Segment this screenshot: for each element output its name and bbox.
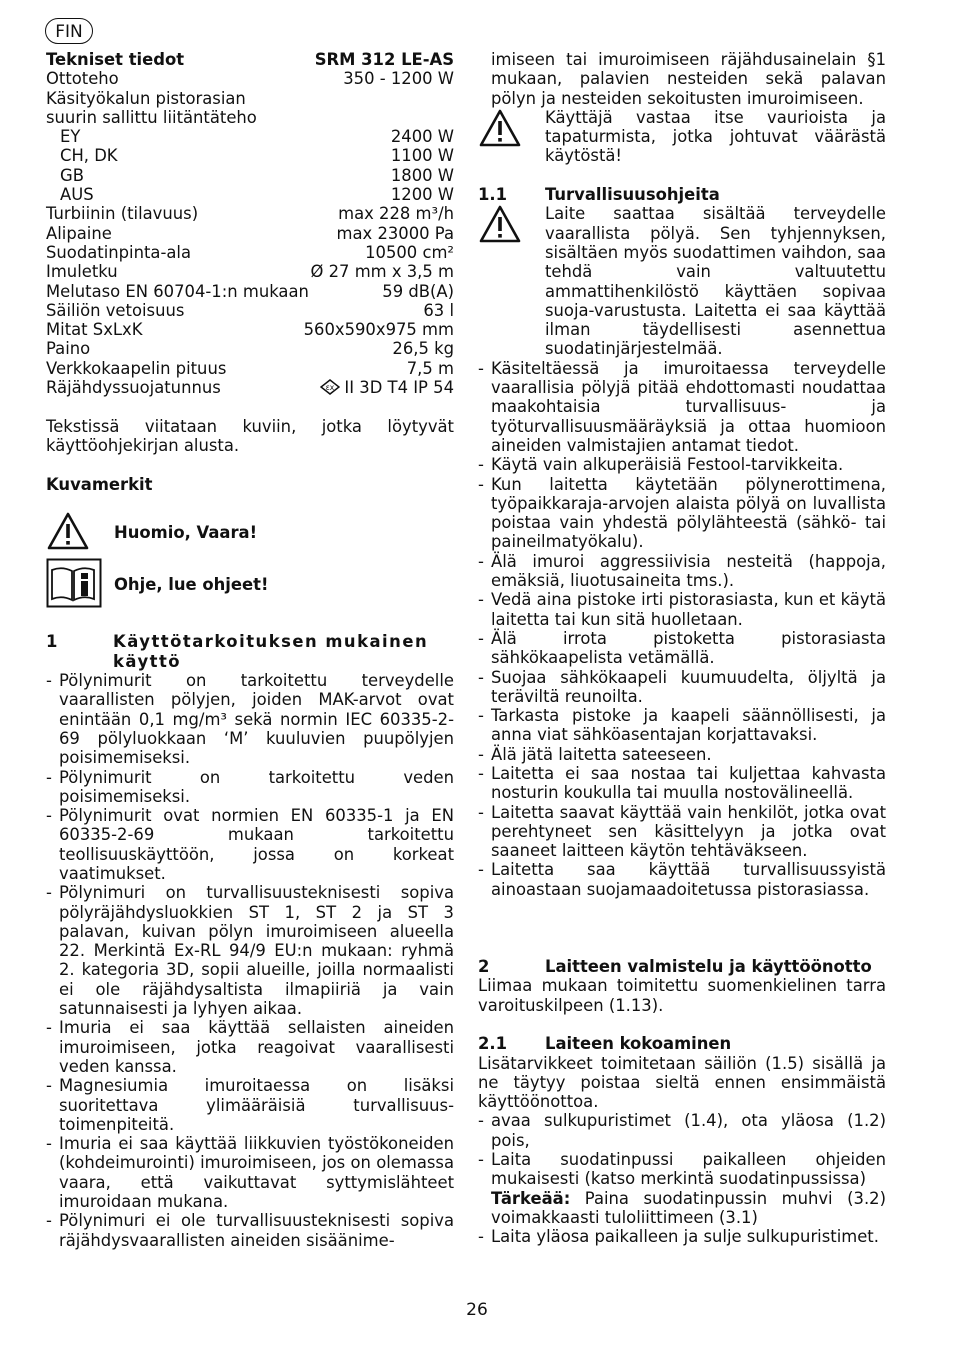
section2-text: Liimaa mukaan toimitettu suomenkielinen tarra varoituskilpeen (1.13). bbox=[478, 976, 886, 1015]
specs-title: Tekniset tiedot bbox=[46, 50, 185, 69]
left-column bbox=[46, 50, 454, 1250]
list-item-text: Laitetta saa käyttää turvallisuussyistä ainoastaan suojamaadoitetussa pistorasiassa. bbox=[491, 860, 886, 899]
spec-label: CH, DK bbox=[60, 146, 118, 166]
section1-item-continued: imiseen tai imuroimiseen räjähdusainelain §1 mukaan, palavien nesteiden sekä palavan pölyn ja nesteiden sekoitusten imuroimiseen. bbox=[491, 50, 886, 108]
list-item-text: Laitetta ei saa nostaa tai kuljettaa kahvasta nosturin koukulla tai muulla nostovälineellä. bbox=[491, 763, 886, 803]
section1-heading bbox=[46, 632, 454, 671]
list-item-text: Vedä aina pistoke irti pistorasiasta, kun et käytä laitetta tai kun sitä huolletaan. bbox=[491, 590, 886, 629]
spec-row bbox=[46, 359, 454, 378]
spec-row bbox=[46, 339, 454, 358]
spec-label: suurin sallittu liitäntäteho bbox=[46, 107, 257, 127]
spec-row bbox=[46, 243, 454, 262]
list-item: - Pölynimurit ovat normien EN 60335-1 ja EN 60335-2-69 mukaan tarkoitettu teollisuuskäyttöön, jossa on korkeat vaatimukset. bbox=[46, 806, 454, 883]
list-item: - Laita yläosa paikalleen ja sulje sulkupuristimet. bbox=[478, 1227, 886, 1246]
spec-label: GB bbox=[60, 165, 84, 185]
list-item: - Imuria ei saa käyttää sellaisten aineiden imuroimiseen, jotka reagoivat vaarallisesti veden kanssa. bbox=[46, 1018, 454, 1076]
list-item-text: Pölynimurit on tarkoitettu veden poisimemiseksi. bbox=[59, 767, 454, 806]
spec-row bbox=[46, 89, 454, 108]
language-badge: FIN bbox=[45, 18, 93, 44]
section2-number: 2 bbox=[478, 957, 490, 977]
section1-warning bbox=[478, 108, 886, 166]
section1-title: Käyttötarkoituksen mukainen käyttö bbox=[113, 632, 429, 671]
spec-label: Säiliön vetoisuus bbox=[46, 300, 185, 320]
list-item-text: Laitetta saavat käyttää vain henkilöt, jotka ovat perehtyneet sen käsittelyyn ja jotka ovat saaneet laitteen käytön tehtäväkseen. bbox=[491, 802, 886, 861]
list-item-text: Pölynimurit ovat normien EN 60335-1 ja EN 60335-2-69 mukaan tarkoitettu teollisuuskäyttöön, jossa on korkeat vaatimukset. bbox=[59, 806, 454, 883]
spec-value: max 228 m³/h bbox=[338, 204, 454, 224]
warning-triangle-icon bbox=[478, 108, 545, 166]
spec-value: 26,5 kg bbox=[392, 339, 454, 359]
spec-label: AUS bbox=[60, 185, 94, 205]
list-item-text: Älä jätä laitetta sateeseen. bbox=[491, 744, 712, 764]
section21-number: 2.1 bbox=[478, 1034, 508, 1054]
spec-row bbox=[46, 378, 454, 397]
spec-row bbox=[46, 224, 454, 243]
list-item-text: Kun laitetta käytetään pölynerottimena, työpaikkaraja-arvojen alaista pölyä on luvallista poistaa vain yhdestä pölylähteestä (sähkö- tai paineilmatyökalu). bbox=[491, 474, 886, 552]
section1-list bbox=[46, 671, 454, 1250]
list-item-text: Laita suodatinpussi paikalleen ohjeiden mukaisesti (katso merkintä suodatinpussissa) bbox=[491, 1150, 886, 1189]
symbol-manual-row bbox=[46, 557, 454, 613]
svg-text:εx: εx bbox=[326, 383, 335, 393]
list-item-text: Älä irrota pistoketta pistorasiasta sähkökaapelista vetämällä. bbox=[491, 628, 886, 668]
specs-table bbox=[46, 69, 454, 397]
spec-label: Paino bbox=[46, 339, 91, 359]
spec-label: Melutaso EN 60704-1:n mukaan bbox=[46, 281, 309, 301]
spec-value: 10500 cm² bbox=[365, 242, 454, 262]
spec-value: Ø 27 mm x 3,5 m bbox=[310, 262, 454, 282]
section11-number: 1.1 bbox=[478, 185, 508, 205]
symbol-warning-label: Huomio, Vaara! bbox=[114, 523, 258, 543]
list-item: - Älä jätä laitetta sateeseen. bbox=[478, 745, 886, 764]
list-item: - Laita suodatinpussi paikalleen ohjeiden mukaisesti (katso merkintä suodatinpussissa) Tärkeää: Paina suodatinpussin muhvi (3.2) voimakkaasti tuloliittimeen (3.1) bbox=[478, 1150, 886, 1227]
list-item-text: Pölynimuri ei ole turvallisuusteknisesti sopiva räjähdysvaarallisten aineiden sisäänime- bbox=[59, 1211, 454, 1250]
important-label: Tärkeää: bbox=[491, 1188, 571, 1208]
section21-title: Laiteen kokoaminen bbox=[545, 1034, 732, 1054]
spec-row bbox=[46, 262, 454, 281]
section1-number: 1 bbox=[46, 632, 58, 652]
list-item: - Imuria ei saa käyttää liikkuvien työstökoneiden (kohdeimurointi) imuroimiseen, jos on olemassa vaara, että vaikuttavat syttymislähteet imuroidaan mukana. bbox=[46, 1134, 454, 1212]
list-item: - Käytä vain alkuperäisiä Festool-tarvikkeita. bbox=[478, 455, 886, 474]
spec-label: Suodatinpinta-ala bbox=[46, 242, 192, 262]
spec-label: EY bbox=[60, 127, 81, 147]
section21-heading bbox=[478, 1034, 886, 1053]
list-item: - Laitetta saa käyttää turvallisuussyistä ainoastaan suojamaadoitetussa pistorasiassa. bbox=[478, 860, 886, 899]
list-item: - avaa sulkupuristimet (1.4), ota yläosa (1.2) pois, bbox=[478, 1111, 886, 1150]
symbol-warning-row bbox=[46, 513, 454, 553]
section2-title: Laitteen valmistelu ja käyttöönotto bbox=[545, 957, 872, 977]
symbols-title: Kuvamerkit bbox=[46, 474, 153, 494]
spec-row bbox=[46, 204, 454, 223]
spec-value: 7,5 m bbox=[406, 358, 454, 378]
spec-value: 1800 W bbox=[390, 165, 454, 185]
spec-value: 63 l bbox=[423, 300, 454, 320]
list-item-text: Imuria ei saa käyttää liikkuvien työstökoneiden (kohdeimurointi) imuroimiseen, jos on olemassa vaara, että vaikuttavat syttymislähteet imuroidaan mukana. bbox=[59, 1134, 454, 1212]
list-item-text: Laita yläosa paikalleen ja sulje sulkupuristimet. bbox=[491, 1227, 879, 1247]
section11-title: Turvallisuusohjeita bbox=[545, 185, 720, 205]
spec-value: 59 dB(A) bbox=[382, 281, 454, 301]
spec-value: 2400 W bbox=[390, 127, 454, 147]
spec-row bbox=[46, 108, 454, 127]
spec-label: Käsityökalun pistorasian bbox=[46, 88, 246, 108]
section11-list bbox=[478, 359, 886, 899]
spec-value bbox=[320, 378, 454, 397]
spec-row bbox=[46, 185, 454, 204]
warning-triangle-icon bbox=[46, 511, 114, 555]
spec-value-text: II 3D T4 IP 54 bbox=[344, 378, 454, 398]
spec-value: 350 - 1200 W bbox=[343, 69, 454, 89]
spec-label: Ottoteho bbox=[46, 69, 119, 89]
list-item: - Laitetta ei saa nostaa tai kuljettaa kahvasta nosturin koukulla tai muulla nostovälineellä. bbox=[478, 763, 886, 803]
spec-label: Mitat SxLxK bbox=[46, 320, 143, 340]
spec-label: Räjähdyssuojatunnus bbox=[46, 378, 221, 398]
spec-label: Turbiinin (tilavuus) bbox=[46, 204, 199, 224]
section2-heading bbox=[478, 957, 886, 976]
list-item: - Pölynimurit on tarkoitettu veden poisimemiseksi. bbox=[46, 767, 454, 806]
spec-value: max 23000 Pa bbox=[336, 223, 454, 243]
list-item: - Älä irrota pistoketta pistorasiasta sähkökaapelista vetämällä. bbox=[478, 628, 886, 668]
specs-header bbox=[46, 50, 454, 69]
list-item: - Suojaa sähkökaapeli kuumuudelta, öljyltä ja teräviltä reunoilta. bbox=[478, 667, 886, 706]
ex-explosion-icon bbox=[320, 378, 344, 397]
list-item: - Magnesiumia imuroitaessa on lisäksi suoritettava ylimääräisiä turvallisuus-toimenpiteitä. bbox=[46, 1076, 454, 1134]
spec-row bbox=[46, 320, 454, 339]
list-item-text: Suojaa sähkökaapeli kuumuudelta, öljyltä ja teräviltä reunoilta. bbox=[491, 667, 886, 706]
list-item-text: Älä imuroi aggressiivisia nesteitä (happoja, emäksiä, liuotusaineita tms.). bbox=[491, 551, 886, 591]
spec-label: Alipaine bbox=[46, 223, 112, 243]
list-item-text: Magnesiumia imuroitaessa on lisäksi suoritettava ylimääräisiä turvallisuus-toimenpiteitä. bbox=[59, 1076, 454, 1134]
page-number: 26 bbox=[466, 1300, 488, 1320]
list-item: - Laitetta saavat käyttää vain henkilöt, jotka ovat perehtyneet sen käsittelyyn ja jotka ovat saaneet laitteen käytön tehtäväkseen. bbox=[478, 802, 886, 861]
list-item: - Kun laitetta käytetään pölynerottimena, työpaikkaraja-arvojen alaista pölyä on luvallista poistaa vain yhdestä pölylähteestä (sähkö- tai paineilmatyökalu). bbox=[478, 474, 886, 552]
list-item: - Älä imuroi aggressiivisia nesteitä (happoja, emäksiä, liuotusaineita tms.). bbox=[478, 551, 886, 591]
intro-text: Tekstissä viitataan kuviin, jotka löytyvät käyttöohjekirjan alusta. bbox=[46, 416, 454, 455]
list-item: - Käsiteltäessä ja imuroitaessa terveydelle vaarallisia pölyjä pitää ehdottomasti noudattaa maakohtaisia turvallisuus- ja työturvallisuusmääräyksiä ja ottaa huomioon aineiden valmistajien antamat tiedot. bbox=[478, 358, 886, 455]
list-item: - Pölynimuri on turvallisuusteknisesti sopiva pölyräjähdysluokkien ST 1, ST 2 ja ST 3 palavan, kuivan pölyn imuroimiseen alueella 22. Merkintä Ex-RL 94/9 EU:n mukaan: ryhmä 2. kategoria 3D, sopii alueille, joilla normaalisti ei ole räjähdysaltista ilmapiiriä ja vain satunnaisesti ja lyhyen aikaa. bbox=[46, 883, 454, 1019]
spec-row bbox=[46, 146, 454, 165]
list-item-text: Käsiteltäessä ja imuroitaessa terveydelle vaarallisia pölyjä pitää ehdottomasti noudattaa maakohtaisia turvallisuus- ja työturvallisuusmääräyksiä ja ottaa huomioon aineiden valmistajien antamat tiedot. bbox=[491, 358, 886, 455]
specs-model: SRM 312 LE-AS bbox=[314, 50, 454, 69]
spec-value: 1100 W bbox=[390, 146, 454, 166]
spec-row bbox=[46, 69, 454, 88]
section11-warning bbox=[478, 204, 886, 358]
list-item: - Pölynimuri ei ole turvallisuusteknisesti sopiva räjähdysvaarallisten aineiden sisäänime- bbox=[46, 1211, 454, 1250]
manual-book-icon bbox=[46, 558, 114, 612]
spec-value: 1200 W bbox=[390, 185, 454, 205]
section1-warning-text: Käyttäjä vastaa itse vaurioista ja tapaturmista, jotka johtuvat väärästä käytöstä! bbox=[545, 107, 886, 166]
important-text: Paina suodatinpussin muhvi (3.2) voimakkaasti tuloliittimeen (3.1) bbox=[491, 1188, 886, 1227]
spec-value: 560x590x975 mm bbox=[303, 320, 454, 340]
list-item-text: avaa sulkupuristimet (1.4), ota yläosa (1.2) pois, bbox=[491, 1111, 886, 1150]
right-column bbox=[478, 50, 886, 1247]
spec-row bbox=[46, 166, 454, 185]
list-item-text: Käytä vain alkuperäisiä Festool-tarvikkeita. bbox=[491, 455, 844, 475]
section11-warning-text: Laite saattaa sisältää terveydelle vaarallista pölyä. Sen tyhjennyksen, sisältäen myös suodattimen vaihdon, saa tehdä vain valtuutettu ammattihenkilöstö käyttäen sopivaa suoja-varustusta. Laitetta ei saa käyttää ilman täydellisesti asennettua suodatinjärjestelmää. bbox=[545, 204, 886, 359]
list-item: - Vedä aina pistoke irti pistorasiasta, kun et käytä laitetta tai kun sitä huolletaan. bbox=[478, 590, 886, 629]
warning-triangle-icon bbox=[478, 204, 545, 358]
spec-label: Imuletku bbox=[46, 262, 118, 282]
spec-label: Verkkokaapelin pituus bbox=[46, 358, 227, 378]
spec-row bbox=[46, 282, 454, 301]
list-item-text: Imuria ei saa käyttää sellaisten aineiden imuroimiseen, jotka reagoivat vaarallisesti veden kanssa. bbox=[59, 1018, 454, 1076]
list-item-text: Pölynimuri on turvallisuusteknisesti sopiva pölyräjähdysluokkien ST 1, ST 2 ja ST 3 palavan, kuivan pölyn imuroimiseen alueella 22. Merkintä Ex-RL 94/9 EU:n mukaan: ryhmä 2. kategoria 3D, sopii alueille, joilla normaalisti ei ole räjähdysaltista ilmapiiriä ja vain satunnaisesti ja lyhyen aikaa. bbox=[59, 883, 454, 1019]
spec-row bbox=[46, 301, 454, 320]
list-item-text: Pölynimurit on tarkoitettu terveydelle vaarallisten pölyjen, joiden MAK-arvot ovat enintään 0,1 mg/m³ sekä normin IEC 60335-2-69 pölyluokkaan ‘M’ kuuluvien puupölyjen poisimemiseksi. bbox=[59, 671, 454, 768]
list-item: - Pölynimurit on tarkoitettu terveydelle vaarallisten pölyjen, joiden MAK-arvot ovat enintään 0,1 mg/m³ sekä normin IEC 60335-2-69 pölyluokkaan ‘M’ kuuluvien puupölyjen poisimemiseksi. bbox=[46, 671, 454, 768]
spec-row bbox=[46, 127, 454, 146]
symbol-manual-label: Ohje, lue ohjeet! bbox=[114, 575, 269, 595]
section21-text: Lisätarvikkeet toimitetaan säiliön (1.5) sisällä ja ne täytyy poistaa sieltä ennen ensimmäistä käyttöönottoa. bbox=[478, 1053, 886, 1112]
list-item-text: Tarkasta pistoke ja kaapeli säännöllisesti, ja anna viat sähköasentajan korjattavaksi. bbox=[491, 706, 886, 745]
list-item: - Tarkasta pistoke ja kaapeli säännöllisesti, ja anna viat sähköasentajan korjattavaksi. bbox=[478, 706, 886, 745]
section11-heading bbox=[478, 185, 886, 204]
